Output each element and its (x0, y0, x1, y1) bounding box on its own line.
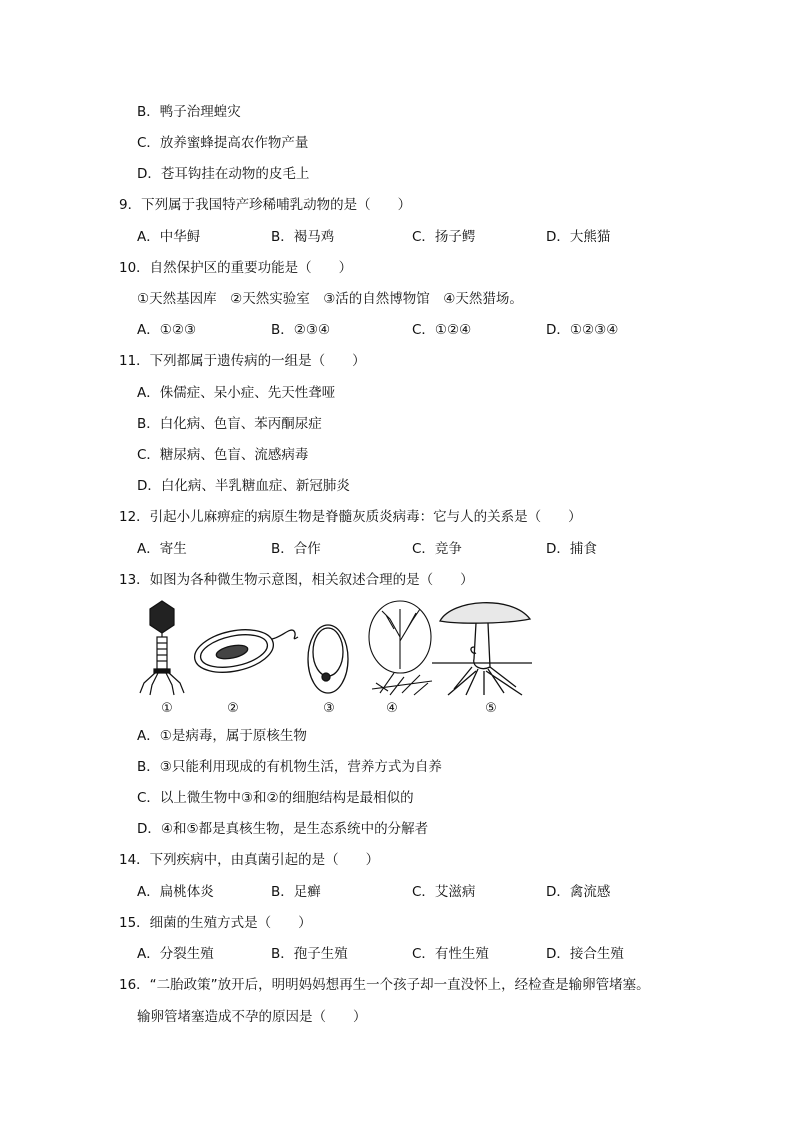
q13-stem: 13．如图为各种微生物示意图，相关叙述合理的是（ ） (119, 572, 474, 588)
q11-stem: 11．下列都属于遗传病的一组是（ ） (119, 353, 366, 369)
q9-stem: 9．下列属于我国特产珍稀哺乳动物的是（ ） (119, 197, 412, 213)
q15-option-c: C．有性生殖 (412, 946, 489, 962)
q12-stem: 12．引起小儿麻痹症的病原生物是脊髓灰质炎病毒：它与人的关系是（ ） (119, 509, 582, 525)
q11-option-d: D．白化病、半乳糖血症、新冠肺炎 (137, 478, 350, 494)
q16-stem-line2: 输卵管堵塞造成不孕的原因是（ ） (137, 1009, 367, 1025)
bacterium-drawing (191, 623, 298, 679)
q11-option-b: B．白化病、色盲、苯丙酮尿症 (137, 416, 322, 432)
yeast-drawing (308, 625, 348, 693)
q10-items: ①天然基因库 ②天然实验室 ③活的自然博物馆 ④天然猎场。 (137, 291, 523, 307)
q12-option-b: B．合作 (271, 541, 321, 557)
q15-option-a: A．分裂生殖 (137, 946, 214, 962)
microorganism-figure (132, 597, 542, 722)
q13-option-a: A．①是病毒，属于原核生物 (137, 728, 307, 744)
microorganism-illustrations (132, 597, 542, 697)
q13-option-c: C．以上微生物中③和②的细胞结构是最相似的 (137, 790, 414, 806)
q8-option-b: B．鸭子治理蝗灾 (137, 104, 241, 120)
q14-option-b: B．足癣 (271, 884, 321, 900)
q12-option-c: C．竞争 (412, 541, 462, 557)
q14-option-d: D．禽流感 (546, 884, 611, 900)
figure-label-1: ① (161, 701, 173, 716)
q16-stem-line1: 16．“二胎政策”放开后，明明妈妈想再生一个孩子却一直没怀上，经检查是输卵管堵塞。 (119, 977, 650, 993)
q13-option-d: D．④和⑤都是真核生物，是生态系统中的分解者 (137, 821, 429, 837)
q8-option-d: D．苍耳钩挂在动物的皮毛上 (137, 166, 310, 182)
q10-option-d: D．①②③④ (546, 322, 619, 338)
q9-option-a: A．中华鲟 (137, 229, 201, 245)
q9-option-c: C．扬子鳄 (412, 229, 476, 245)
figure-label-2: ② (227, 701, 239, 716)
q12-option-a: A．寄生 (137, 541, 187, 557)
q12-option-d: D．捕食 (546, 541, 597, 557)
figure-label-3: ③ (323, 701, 335, 716)
q14-stem: 14．下列疾病中，由真菌引起的是（ ） (119, 852, 380, 868)
q9-option-b: B．褐马鸡 (271, 229, 335, 245)
q10-stem: 10．自然保护区的重要功能是（ ） (119, 260, 353, 276)
q15-option-d: D．接合生殖 (546, 946, 624, 962)
figure-label-4: ④ (386, 701, 398, 716)
q15-option-b: B．孢子生殖 (271, 946, 348, 962)
q9-option-d: D．大熊猫 (546, 229, 611, 245)
q11-option-a: A．侏儒症、呆小症、先天性聋哑 (137, 385, 336, 401)
q15-stem: 15．细菌的生殖方式是（ ） (119, 915, 312, 931)
q10-option-a: A．①②③ (137, 322, 197, 338)
q13-option-b: B．③只能利用现成的有机物生活，营养方式为自养 (137, 759, 442, 775)
q10-option-b: B．②③④ (271, 322, 331, 338)
q10-option-c: C．①②④ (412, 322, 472, 338)
mold-drawing (369, 601, 432, 695)
figure-label-5: ⑤ (485, 701, 497, 716)
q11-option-c: C．糖尿病、色盲、流感病毒 (137, 447, 309, 463)
mushroom-drawing (432, 603, 532, 695)
bacteriophage-drawing (140, 601, 184, 695)
q14-option-a: A．扁桃体炎 (137, 884, 214, 900)
q8-option-c: C．放养蜜蜂提高农作物产量 (137, 135, 309, 151)
q14-option-c: C．艾滋病 (412, 884, 476, 900)
